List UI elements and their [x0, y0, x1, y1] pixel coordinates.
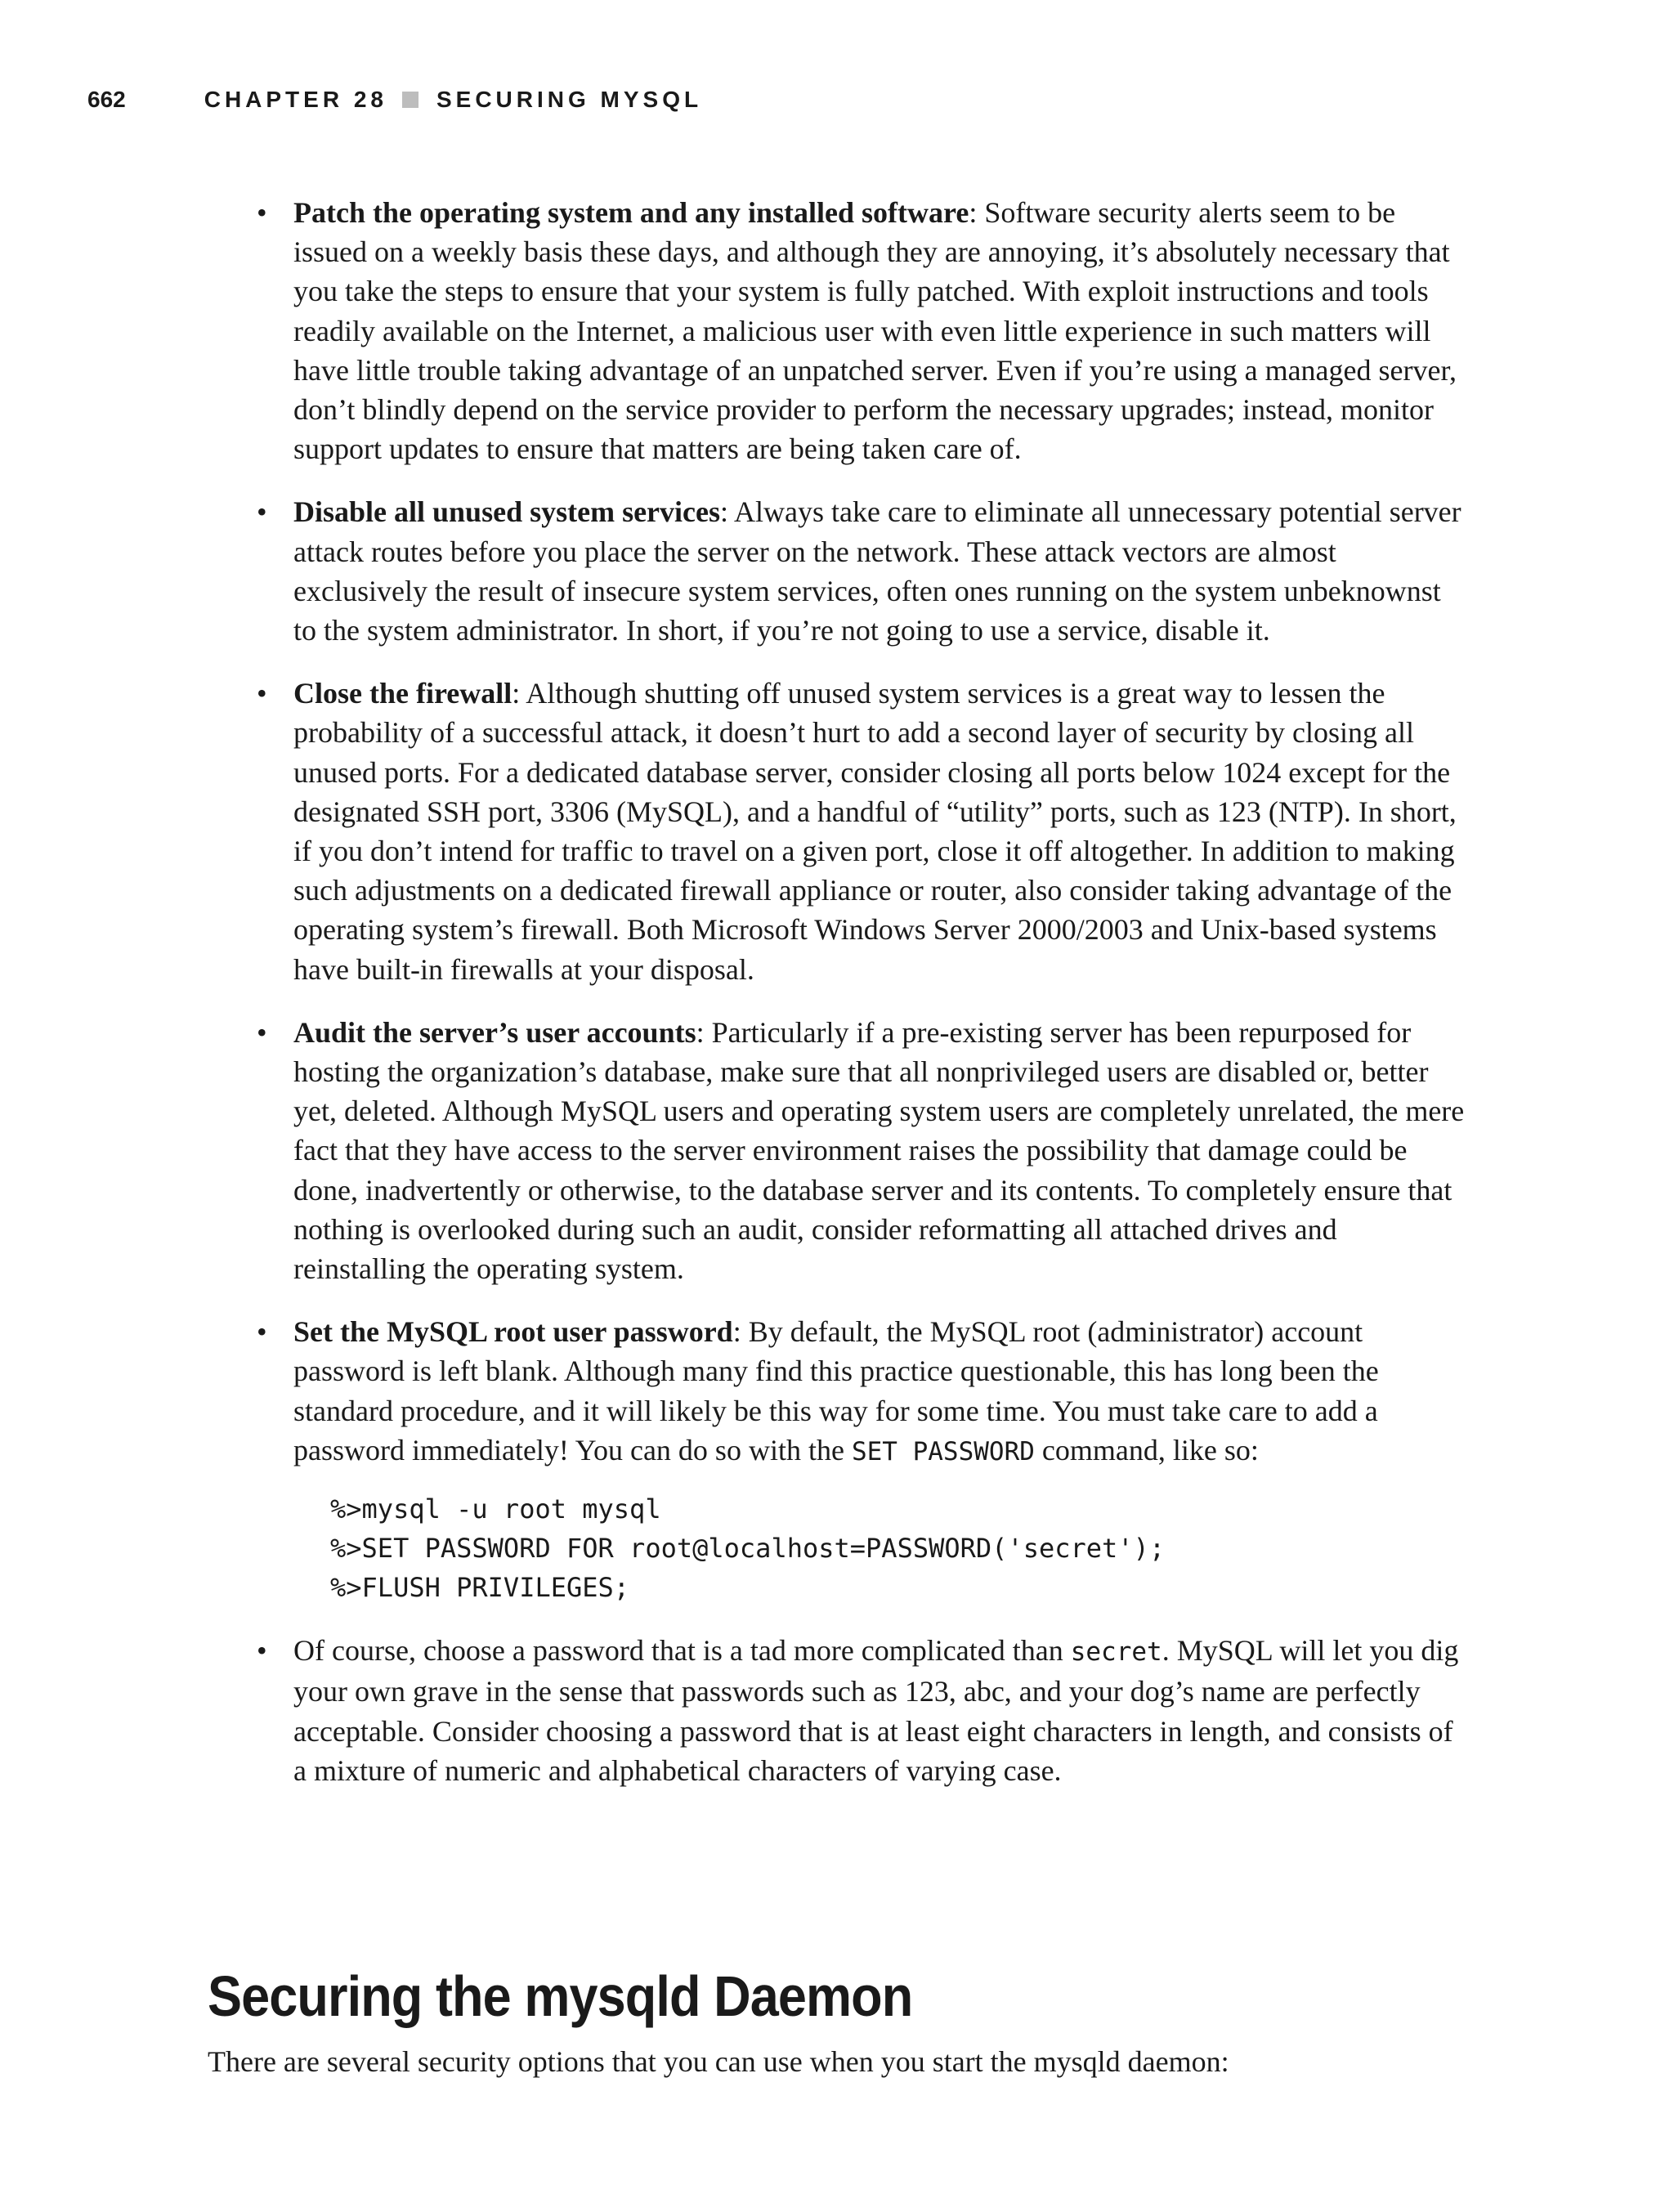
inline-code: secret: [1070, 1637, 1162, 1668]
code-line: %>mysql -u root mysql: [330, 1493, 661, 1525]
bullet-icon: •: [257, 495, 267, 529]
bullet-icon: •: [257, 1634, 267, 1668]
bullet-disable-services: [257, 492, 1466, 650]
bullet-patch-os: [257, 193, 1466, 468]
square-separator-icon: [402, 92, 418, 108]
bullet-icon: •: [257, 1015, 267, 1049]
bullet-title: Audit the server’s user accounts: [293, 1015, 696, 1049]
bullet-title: Disable all unused system services: [293, 495, 720, 529]
bullet-text: : Particularly if a pre-existing server has been repurposed for hosting the organization’s database, make sure that all nonprivileged users are disabled or, better yet, deleted. Although MySQL users and operating system users are completely unrelated, the mere fact that they have access to the server environment raises the possibility that damage could be done, inadvertently or otherwise, to the database server and its contents. To completely ensure that nothing is overlooked during such an audit, consider reformatting all attached drives and reinstalling the operating system.: [293, 1015, 1465, 1286]
bullet-text: : Software security alerts seem to be issued on a weekly basis these days, and although they are annoying, it’s absolutely necessary that you take the steps to ensure that your system is fully patched. With exploit instructions and tools readily available on the Internet, a malicious user with even little experience in such matters will have little trouble taking advantage of an unpatched server. Even if you’re using a managed server, don’t blindly depend on the service provider to perform the necessary upgrades; instead, monitor support updates to ensure that matters are being taken care of.: [293, 196, 1457, 466]
bullet-list: [257, 193, 1466, 1814]
chapter-label: CHAPTER 28: [204, 87, 387, 112]
bullet-text-end: command, like so:: [1034, 1433, 1259, 1466]
bullet-text: Of course, choose a password that is a tad more complicated than: [293, 1634, 1071, 1668]
bullet-text-end: . MySQL will let you dig your own grave in the sense that passwords such as 123, abc, and your dog’s name are perfectly acceptable. Consider choosing a password that is at least eight characters in length, and consists of a mixture of numeric and alphabetical characters of varying case.: [293, 1634, 1459, 1787]
bullet-title: Patch the operating system and any installed software: [293, 196, 969, 229]
bullet-audit-accounts: [257, 1013, 1466, 1288]
bullet-title: Close the firewall: [293, 677, 512, 710]
bullet-text: : By default, the MySQL root (administrator) account password is left blank. Although many find this practice questionable, this has long been the standard procedure, and it will likely be this way for some time. You must take care to add a password immediately! You can do so with the: [293, 1315, 1379, 1466]
page-number: 662: [87, 87, 126, 112]
bullet-title: Set the MySQL root user password: [293, 1315, 733, 1349]
code-line: %>SET PASSWORD FOR root@localhost=PASSWORD('secret');: [330, 1533, 1166, 1565]
bullet-text: : Always take care to eliminate all unnecessary potential server attack routes before you place the server on the network. These attack vectors are almost exclusively the result of insecure system services, often ones running on the system unbeknownst to the system administrator. In short, if you’re not going to use a service, disable it.: [293, 495, 1461, 647]
running-section-label: SECURING MYSQL: [436, 87, 703, 112]
inline-code: SET PASSWORD: [851, 1436, 1035, 1466]
code-block: [330, 1489, 1466, 1607]
intro-paragraph: There are several security options that you can use when you start the mysqld daemon:: [208, 2045, 1229, 2078]
bullet-text: : Although shutting off unused system services is a great way to lessen the probability of a successful attack, it doesn’t hurt to add a second layer of security by closing all unused ports. For a dedicated database server, consider closing all ports below 1024 except for the designated SSH port, 3306 (MySQL), and a handful of “utility” ports, such as 123 (NTP). In short, if you don’t intend for traffic to travel on a given port, close it off altogether. In addition to making such adjustments on a dedicated firewall appliance or router, also consider taking advantage of the operating system’s firewall. Both Microsoft Windows Server 2000/2003 and Unix-based systems have built-in firewalls at your disposal.: [293, 677, 1457, 986]
section-heading: Securing the mysqld Daemon: [208, 1964, 913, 2028]
bullet-icon: •: [257, 677, 267, 710]
bullet-close-firewall: [257, 674, 1466, 989]
bullet-root-password: [257, 1312, 1466, 1607]
bullet-password-choice: [257, 1631, 1466, 1790]
bullet-icon: •: [257, 1315, 267, 1349]
code-line: %>FLUSH PRIVILEGES;: [330, 1572, 630, 1604]
running-head: [87, 83, 702, 116]
bullet-icon: •: [257, 196, 267, 229]
